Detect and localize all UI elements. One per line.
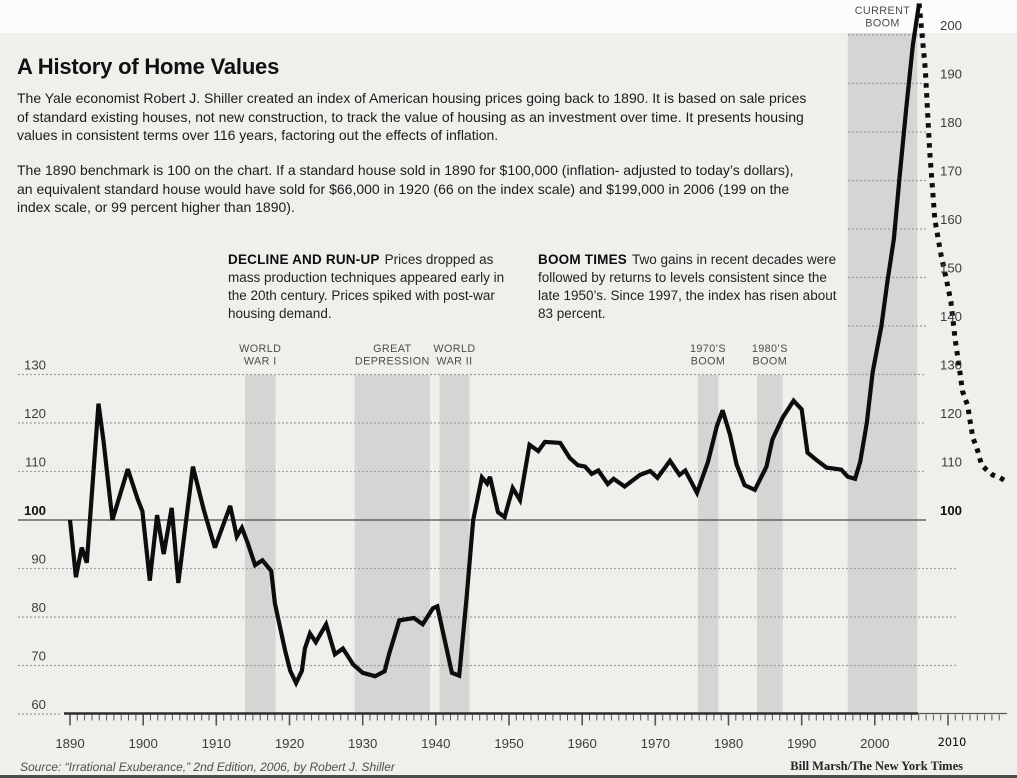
projection-dotted-line (919, 4, 1008, 483)
y-axis-left-label-60: 60 (31, 697, 46, 712)
x-axis-label-1940: 1940 (421, 736, 451, 751)
y-axis-left-label-120: 120 (23, 406, 46, 421)
x-axis-label-1910: 1910 (201, 736, 232, 751)
y-axis-left-label-110: 110 (24, 454, 46, 470)
intro-paragraph: The Yale economist Robert J. Shiller created an index of American housing prices going back to 1890. It is based on sale prices of standard existing houses, not new construction, to track the value of housing as an investment over time. It presents housing values in consistent terms over 116 years, factoring out the effects of inflation. (17, 90, 807, 143)
x-axis-label-1930: 1930 (347, 736, 378, 751)
annotation-decline-heading: DECLINE AND RUN-UP (228, 252, 380, 267)
event-band-label-1970-s-boom: 1970’S BOOM (690, 343, 727, 368)
annotation-decline-body: Prices dropped as mass production techniques appeared early in the 20th century. Prices spiked with post-war housing demand. (228, 252, 505, 321)
annotation-boom-body: Two gains in recent decades were followed by returns to levels consistent since the late 1950’s. Since 1997, the index has risen about 83 percent. (538, 252, 837, 321)
x-axis-label-1900: 1900 (128, 736, 158, 751)
x-axis-label-1960: 1960 (567, 736, 597, 751)
event-band-current-boom (848, 33, 918, 714)
x-axis-label-2000: 2000 (860, 736, 890, 751)
byline-credit: Bill Marsh/The New York Times (790, 759, 963, 773)
y-axis-right-label-100: 100 (939, 503, 962, 518)
x-axis-label-1950: 1950 (494, 736, 524, 751)
x-axis-label-1980: 1980 (713, 736, 744, 751)
event-band-label-1980-s-boom: 1980’S BOOM (751, 343, 788, 368)
x-axis-label-1920: 1920 (274, 736, 305, 751)
annotation-decline-and-run-up (228, 251, 517, 323)
y-axis-right-label-140: 140 (939, 309, 962, 324)
event-band-great-depression (355, 375, 430, 714)
y-axis-right-label-110: 110 (940, 454, 962, 470)
event-band-label-world-war-i: WORLD WAR I (239, 343, 282, 368)
x-axis-label-2010: 2010 (937, 736, 967, 749)
y-axis-left-label-100: 100 (23, 503, 46, 518)
annotation-boom-times (538, 251, 848, 323)
y-axis-left-label-70: 70 (31, 648, 46, 664)
source-citation: Source: “Irrational Exuberance,” 2nd Edition, 2006, by Robert J. Shiller (20, 760, 395, 774)
y-axis-right-label-130: 130 (939, 357, 962, 373)
y-axis-left-label-130: 130 (23, 357, 46, 373)
y-axis-right-label-200: 200 (939, 18, 962, 33)
x-axis-label-1970: 1970 (640, 736, 671, 751)
event-band-label-great-depression: GREAT DEPRESSION (354, 343, 430, 368)
benchmark-paragraph: The 1890 benchmark is 100 on the chart. If a standard house sold in 1890 for $100,000 (inflation- adjusted to today’s dollars), an equivalent standard house would have sold for $66,000 in 1920 (66 on the index scale) and $199,000 in 2006 (199 on the index scale, or 99 percent higher than 1890). (17, 162, 794, 215)
y-axis-left-label-90: 90 (31, 551, 46, 567)
page-title: A History of Home Values (17, 54, 280, 79)
annotation-boom-heading: BOOM TIMES (538, 252, 627, 267)
x-axis-label-1890: 1890 (55, 736, 85, 751)
y-axis-right-label-180: 180 (939, 115, 962, 130)
y-axis-right-label-150: 150 (939, 260, 962, 276)
event-band-label-current-boom: CURRENT BOOM (854, 5, 911, 30)
y-axis-right-label-170: 170 (939, 163, 962, 179)
event-band-world-war-ii (440, 375, 470, 714)
x-axis-label-1990: 1990 (786, 736, 817, 751)
y-axis-left-label-80: 80 (31, 600, 46, 615)
y-axis-right-label-190: 190 (939, 66, 962, 82)
event-band-label-world-war-ii: WORLD WAR II (433, 343, 476, 368)
y-axis-right-label-160: 160 (939, 212, 962, 227)
y-axis-right-label-120: 120 (939, 406, 962, 421)
